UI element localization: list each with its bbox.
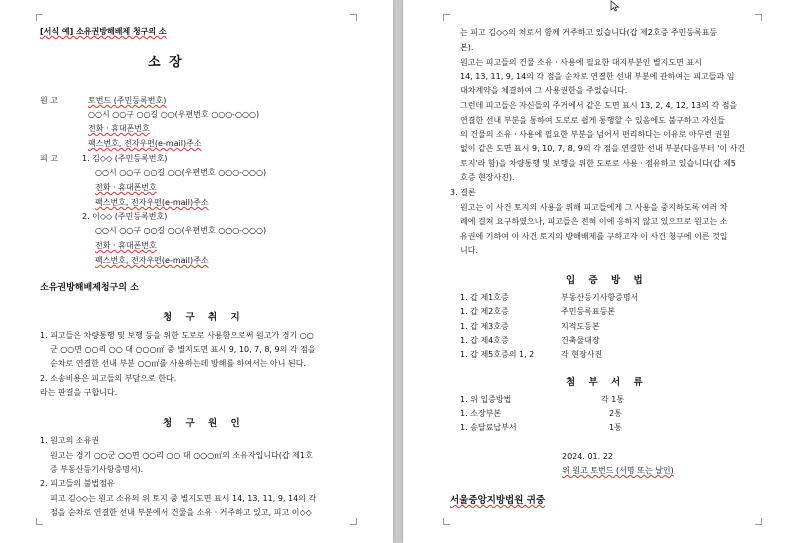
body-line: 례에 걸쳐 요구하였으나, 피고들은 전혀 이에 응하지 않고 있으므로 원고는 소 <box>460 217 728 226</box>
causes-line: 피고 김◇◇는 원고 소유의 위 토지 중 별지도면 표시 14, 13, 11, 9, 14의 각 <box>50 494 317 503</box>
evidence-desc: 주민등록표등본 <box>561 307 616 316</box>
claims-line: 군 ○○면 ○○리 ○○ 대 ○○○㎡ 중 별지도면 표시 9, 10, 7, 8, 9의 각 점을 <box>50 345 316 354</box>
plaintiff-fax: 팩스번호, 전자우편(e-mail)주소 <box>88 139 202 148</box>
claims-line: 순차로 연결한 선내 부분 ○○㎡를 사용하는데 방해를 하여서는 아니 된다. <box>50 359 307 368</box>
case-name: 소유권방해배제청구의 소 <box>40 283 139 293</box>
filing-date: 2024. 01. 22 <box>562 452 613 461</box>
body-line: 호증 현장사진). <box>460 173 515 182</box>
corner-mark <box>350 14 357 21</box>
evidence-no: 1. 갑 제1호증 <box>460 293 509 302</box>
plaintiff-address: ○○시 ○○구 ○○길 ○○(우편번호 ○○○-○○○) <box>88 110 260 119</box>
claims-title: 청 구 취 지 <box>163 312 245 323</box>
plaintiff-phone: 전화 · 휴대폰번호 <box>88 124 150 133</box>
causes-line: 2. 피고들의 불법점유 <box>40 479 115 488</box>
defendant2-phone: 전화 · 휴대폰번호 <box>95 241 157 250</box>
corner-mark <box>443 14 450 21</box>
claims-line: 1. 피고들은 차량통행 및 보행 등을 위한 도로로 사용함으로써 원고가 경기 ○○ <box>40 331 314 340</box>
body-line: 14, 13, 11, 9, 14의 각 점을 순차로 연결한 선내 부분에 관하여는 피고들과 임 <box>460 72 735 81</box>
document-page-right <box>403 0 800 543</box>
body-line: 토지'라 함)을 차량통행 및 보행을 위한 도로로 사용 · 점유하고 있습니다(갑 제5 <box>460 159 736 168</box>
body-line: 의 건물의 소유 · 사용에 필요한 부분을 넘어서 편리하다는 이유로 아무런 권원 <box>460 130 731 139</box>
corner-mark <box>36 518 43 525</box>
plaintiff-name: 토번드 (주민등록번호) <box>88 96 167 105</box>
document-page-left <box>0 0 393 543</box>
signature-line: 위 원고 토번드 (서명 또는 날인) <box>562 466 674 475</box>
attachment-count: 각 1통 <box>601 395 625 404</box>
claims-line: 2. 소송비용은 피고들의 부담으로 한다. <box>40 374 177 383</box>
defendant2-fax: 팩스번호, 전자우편(e-mail)주소 <box>95 256 209 265</box>
defendant2-address: ○○시 ○○구 ○○길 ○○(우편번호 ○○○-○○○) <box>95 226 267 235</box>
defendant-role: 피 고 <box>40 154 58 163</box>
causes-line: 점을 순차로 연결한 선내 부분에서 건물을 소유 · 거주하고 있고, 피고 이◇◇ <box>50 508 312 517</box>
body-line: 없이 같은 도면 표시 9, 10, 7, 8, 9의 각 점을 연결한 선내 부분(다음부터 '이 사건 <box>460 144 746 153</box>
corner-mark <box>350 518 357 525</box>
causes-title: 청 구 원 인 <box>163 418 245 429</box>
body-line: 연결한 선내 부분을 통하여 도로로 쉽게 통행할 수 있음에도 불구하고 자신들 <box>460 116 725 125</box>
claims-line: 라는 판결을 구합니다. <box>40 388 118 397</box>
body-line: 원고는 피고들의 건물 소유 · 사용에 필요한 대지부분인 별지도면 표시 <box>460 58 702 67</box>
corner-mark <box>755 518 762 525</box>
causes-line: 원고는 경기 ○○군 ○○면 ○○리 ○○ 대 ○○○㎡의 소유자입니다(갑 제1호 <box>50 451 313 460</box>
body-line: 니다. <box>460 246 478 255</box>
evidence-desc: 건축물대장 <box>561 336 600 345</box>
court-name: 서울중앙지방법원 귀중 <box>450 495 546 506</box>
evidence-no: 1. 갑 제3호증 <box>460 322 509 331</box>
evidence-no: 1. 갑 제4호증 <box>460 336 509 345</box>
document-title: 소 장 <box>148 55 184 70</box>
defendant1-phone: 전화 · 휴대폰번호 <box>95 183 157 192</box>
body-line: 그런데 피고들은 자신들의 주거에서 같은 도면 표시 13, 2, 4, 12, 13의 각 점을 <box>460 101 738 110</box>
plaintiff-role: 원 고 <box>40 96 58 105</box>
evidence-title: 입 증 방 법 <box>566 275 648 286</box>
attachment-name: 1. 위 입증방법 <box>460 395 512 404</box>
defendant2-name: 2. 이◇◇ (주민등록번호) <box>82 212 168 221</box>
attachment-count: 2통 <box>609 409 622 418</box>
body-line: 대차계약을 체결하여 그 사용권한을 주었습니다. <box>460 86 628 95</box>
defendant1-fax: 팩스번호, 전자우편(e-mail)주소 <box>95 198 209 207</box>
corner-mark <box>755 14 762 21</box>
evidence-desc: 부동산등기사항증명서 <box>561 293 639 302</box>
attachment-name: 1. 송달료납부서 <box>460 423 517 432</box>
attachment-name: 1. 소장부본 <box>460 409 502 418</box>
evidence-no: 1. 갑 제2호증 <box>460 307 509 316</box>
corner-mark <box>36 14 43 21</box>
causes-line: 증 부동산등기사항증명서). <box>50 465 144 474</box>
evidence-desc: 지적도등본 <box>561 322 600 331</box>
evidence-no: 1. 갑 제5호증의 1, 2 <box>460 350 535 359</box>
attachments-title: 첨 부 서 류 <box>566 377 648 388</box>
form-header: [서식 예] 소유권방해배제 청구의 소 <box>40 27 167 36</box>
corner-mark <box>443 518 450 525</box>
body-line: 는 피고 김◇◇의 처로서 함께 거주하고 있습니다(갑 제2호증 주민등록표등 <box>460 28 718 37</box>
body-line: 유권에 기하여 이 사건 토지의 방해배제를 구하고자 이 사건 청구에 이른 것입 <box>460 232 728 241</box>
body-line: 본). <box>460 43 474 52</box>
attachment-count: 1통 <box>609 423 622 432</box>
body-line: 원고는 이 사건 토지의 사용을 위해 피고들에게 그 사용을 중지하도록 여러 차 <box>460 203 728 212</box>
mouse-cursor-icon <box>610 0 620 12</box>
evidence-desc: 각 현장사진 <box>561 350 603 359</box>
defendant1-name: 1. 김◇◇ (주민등록번호) <box>82 154 168 163</box>
defendant1-address: ○○시 ○○구 ○○길 ○○(우편번호 ○○○-○○○) <box>95 168 267 177</box>
causes-line: 1. 원고의 소유권 <box>40 436 100 445</box>
body-heading: 3. 결론 <box>450 188 476 197</box>
